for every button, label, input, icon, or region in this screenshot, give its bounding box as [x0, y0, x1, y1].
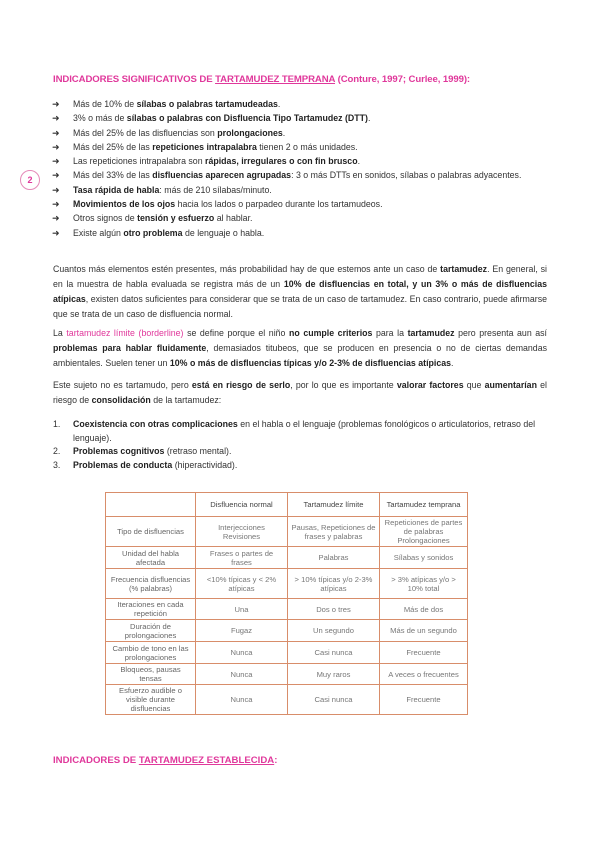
- list-item: ➜ Más del 25% de las repeticiones intrapalabra tienen 2 o más unidades.: [52, 140, 552, 154]
- list-item: ➜ Más del 33% de las disfluencias aparecen agrupadas: 3 o más DTTs en sonidos, sílabas o palabras adyacentes.: [52, 168, 552, 182]
- list-item: ➜ Otros signos de tensión y esfuerzo al hablar.: [52, 211, 552, 225]
- arrow-icon: ➜: [52, 227, 60, 238]
- arrow-icon: ➜: [52, 141, 60, 152]
- paragraph-risk: Este sujeto no es tartamudo, pero está en riesgo de serlo, por lo que es importante valorar factores que aumentarían el riesgo de consolidación de la tartamudez:: [53, 380, 547, 405]
- list-item: 3. Problemas de conducta (hiperactividad).: [53, 459, 238, 470]
- table-row: Cambio de tono en las prolongaciones Nunca Casi nunca Frecuente: [106, 642, 468, 664]
- table-row: Duración de prolongaciones Fugaz Un segundo Más de un segundo: [106, 620, 468, 642]
- list-item: ➜ Movimientos de los ojos hacia los lados o parpadeo durante los tartamudeos.: [52, 197, 552, 211]
- arrow-icon: ➜: [52, 170, 60, 181]
- arrow-icon: ➜: [52, 199, 60, 210]
- paragraph-borderline: La tartamudez límite (borderline) se define porque el niño no cumple criterios para la tartamudez pero presenta aun así problemas para hablar fluidamente, demasiados titubeos, que se producen en presencia o no de ciertas demandas ambientales. Suelen tener un 10% o más de disfluencias típicas y/o 2-3% de disfluencias atípicas.: [53, 328, 548, 368]
- arrow-icon: ➜: [52, 156, 60, 167]
- arrow-icon: ➜: [52, 113, 60, 124]
- indicator-list: [52, 97, 552, 240]
- table-row: Iteraciones en cada repetición Una Dos o tres Más de dos: [106, 599, 468, 620]
- section-title-early-stuttering: [53, 74, 470, 85]
- header-normal: Disfluencia normal: [196, 493, 288, 517]
- title-citation: (Conture, 1997; Curlee, 1999):: [335, 74, 471, 85]
- title-prefix: INDICADORES SIGNIFICATIVOS DE: [53, 74, 216, 85]
- list-item: 2. Problemas cognitivos (retraso mental).: [53, 446, 232, 456]
- arrow-icon: ➜: [52, 184, 60, 195]
- table-row: Esfuerzo audible o visible durante disfluencias Nunca Casi nunca Frecuente: [106, 685, 468, 715]
- paragraph-criteria: Cuantos más elementos estén presentes, más probabilidad hay de que estemos ante un caso de tartamudez. En general, si en la muestra de habla evaluada se registra más de un 10% de disfluencias en total, y un 3% o más de disfluencias atípicas, existen datos suficientes para considerar que se trata de un caso de tartamudez. En caso contrario, puede afirmarse que se trata de un caso de disfluencia normal.: [53, 264, 548, 319]
- comparison-table: [105, 492, 468, 715]
- table-row: Frecuencia disfluencias (% palabras) <10% típicas y < 2% atípicas > 10% típicas y/o 2-3% atípicas > 3% atípicas y/o > 10% total: [106, 569, 468, 599]
- list-item: ➜ Existe algún otro problema de lenguaje o habla.: [52, 226, 552, 240]
- list-item: 1. Coexistencia con otras complicaciones en el habla o el lenguaje (problemas fonológicos o articulatorios, retraso del lenguaje).: [53, 419, 536, 443]
- page-number-badge: 2: [20, 170, 40, 190]
- list-item: ➜ 3% o más de sílabas o palabras con Disfluencia Tipo Tartamudez (DTT).: [52, 111, 552, 125]
- table-row: Tipo de disfluencias Interjecciones Revisiones Pausas, Repeticiones de frases y palabras Repeticiones de partes de palabras Prolongaciones: [106, 517, 468, 547]
- risk-factors-list: [53, 418, 547, 472]
- arrow-icon: ➜: [52, 99, 60, 109]
- table-header-row: [106, 493, 468, 517]
- table-row: Bloqueos, pausas tensas Nunca Muy raros A veces o frecuentes: [106, 664, 468, 685]
- list-item: ➜ Las repeticiones intrapalabra son rápidas, irregulares o con fin brusco.: [52, 154, 552, 168]
- header-early: Tartamudez temprana: [380, 493, 468, 517]
- list-item: ➜ Más del 25% de las disfluencias son prolongaciones.: [52, 126, 552, 140]
- arrow-icon: ➜: [52, 213, 60, 224]
- title-underlined: TARTAMUDEZ TEMPRANA: [215, 74, 336, 85]
- table-row: Unidad del habla afectada Frases o partes de frases Palabras Sílabas y sonidos: [106, 547, 468, 569]
- header-borderline: Tartamudez límite: [288, 493, 380, 517]
- arrow-icon: ➜: [52, 127, 60, 138]
- list-item: ➜ Tasa rápida de habla: más de 210 sílabas/minuto.: [52, 183, 552, 197]
- list-item: ➜ Más de 10% de sílabas o palabras tartamudeadas.: [52, 97, 552, 111]
- section-title-established-stuttering: INDICADORES DE TARTAMUDEZ ESTABLECIDA:: [53, 755, 278, 766]
